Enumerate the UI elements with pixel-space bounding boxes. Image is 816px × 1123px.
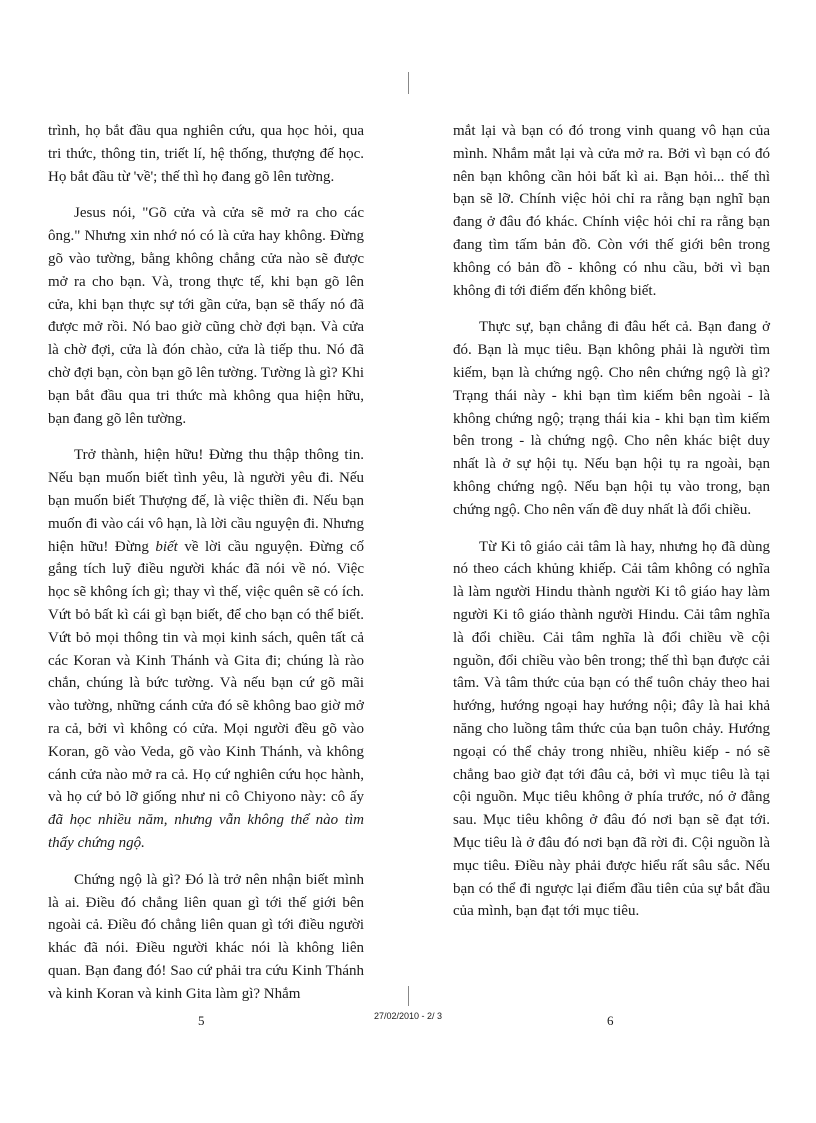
paragraph: Từ Ki tô giáo cải tâm là hay, nhưng họ đã dùng nó theo cách khủng khiếp. Cải tâm không có nghĩa là làm người Hindu thành người Ki tô giáo hay làm người Ki tô giáo thành người Hindu. Cải tâm nghĩa là đổi chiều. Cải tâm nghĩa là đổi chiều về cội nguồn, đổi chiều vào bên trong; thế thì bạn được cải tâm. Và tâm thức của bạn có thể tuôn chảy theo hai hướng, hướng ngoại hay hướng nội; đây là hai khả năng cho luồng tâm thức của bạn tuôn chảy. Hướng ngoại có thể chảy trong nhiều, nhiều kiếp - nó sẽ chẳng bao giờ đạt tới đâu cả, bởi vì mục tiêu là tại cội nguồn. Mục tiêu không ở phía trước, nó ở đằng sau. Mục tiêu không ở đâu đó nơi bạn sẽ đạt tới. Mục tiêu là ở đâu đó nơi bạn đã rời đi. Cội nguồn là mục tiêu. Điều này phải được hiểu rất sâu sắc. Nếu bạn có thể đi ngược lại điểm đầu tiên của sự bắt đầu của mình, bạn đạt tới mục tiêu. <box>453 538 770 920</box>
left-page-number: 5 <box>198 1013 205 1028</box>
top-center-divider <box>408 72 409 94</box>
right-page-number: 6 <box>607 1013 614 1028</box>
paragraph: Thực sự, bạn chẳng đi đâu hết cả. Bạn đang ở đó. Bạn là mục tiêu. Bạn không phải là người tìm kiếm, bạn là chứng ngộ. Cho nên chứng ngộ là gì? Trạng thái này - khi bạn tìm kiếm bên ngoài - là không chứng ngộ; trạng thái kia - khi bạn tìm kiếm bên trong - là chứng ngộ. Cho nên khác biệt duy nhất là ở sự hội tụ. Nếu bạn hội tụ ra ngoài, bạn không chứng ngộ. Nếu bạn hội tụ vào trong, bạn chứng ngộ. Cho nên vấn đề duy nhất là đổi chiều. <box>453 319 770 518</box>
paragraph: Chứng ngộ là gì? Đó là trở nên nhận biết mình là ai. Điều đó chẳng liên quan gì tới thế giới bên ngoài cả. Điều đó chẳng liên quan gì tới điều người khác đã nói. Điều người khác nói là không liên quan. Bạn đang đó! Sao cứ phải tra cứu Kinh Thánh và kinh Koran và kinh Gita làm gì? Nhắm <box>48 871 364 1002</box>
bottom-center-divider <box>408 986 409 1006</box>
right-page-column <box>453 120 770 937</box>
paragraph: Jesus nói, "Gõ cửa và cửa sẽ mở ra cho các ông." Nhưng xin nhớ nó có là cửa hay không. Đừng gõ vào tường, bằng không chẳng cửa nào sẽ được mở ra cho bạn. Và, trong thực tế, khi bạn gõ lên cửa, khi bạn thực sự tới gần cửa, bạn sẽ thấy nó đã được mở rồi. Nó bao giờ cũng chờ đợi bạn. Và cửa là chờ đợi, cửa là đón chào, cửa là tiếp thu. Nó đã chờ đợi bạn, còn bạn gõ lên tường. Tường là gì? Khi bạn bắt đầu qua tri thức mà không qua hiện hữu, bạn đang gõ lên tường. <box>48 205 364 427</box>
left-page-column <box>48 120 364 1019</box>
footer-date: 27/02/2010 - 2/ 3 <box>373 1011 443 1021</box>
paragraph: mắt lại và bạn có đó trong vinh quang vô hạn của mình. Nhắm mắt lại và cửa mở ra. Bởi vì bạn có đó nên bạn không cần hỏi bất kì ai. Bạn hỏi... thế thì bạn sẽ lỡ. Chính việc hỏi chỉ ra rằng bạn nghĩ bạn đang ở đâu đó khác. Chính việc hỏi chỉ ra rằng bạn đang tìm tấm bản đồ. Còn với thế giới bên trong không có bản đồ - không có nhu cầu, bởi vì bạn không đi tới điểm đến không biết. <box>453 123 770 299</box>
paragraph: trình, họ bắt đầu qua nghiên cứu, qua học hỏi, qua tri thức, thông tin, triết lí, hệ thống, thượng đế học. Họ bắt đầu từ 'về'; thế thì họ đang gõ lên tường. <box>48 123 364 185</box>
paragraph: Trở thành, hiện hữu! Đừng thu thập thông tin. Nếu bạn muốn biết tình yêu, là người yêu đi. Nếu bạn muốn biết Thượng đế, là việc thiền đi. Nếu bạn muốn đi vào cái vô hạn, là lời cầu nguyện đi. Nhưng hiện hữu! Đừng biết về lời cầu nguyện. Đừng cố gắng tích luỹ điều người khác đã nói về nó. Việc học sẽ không ích gì; thay vì thế, việc quên sẽ có ích. Vứt bỏ bất kì cái gì bạn biết, để cho bạn có thể biết. Vứt bỏ mọi thông tin và mọi kinh sách, quên tất cả các Koran và Kinh Thánh và Gita đi; chúng là rào chắn, chúng là bức tường. Và nếu bạn cứ gõ mãi vào tường, những cánh cửa đó sẽ không bao giờ mở ra cả, bởi vì không có cửa. Mọi người đều gõ vào Koran, gõ vào Veda, gõ vào Kinh Thánh, và không cánh cửa nào mở ra cả. Họ cứ nghiên cứu học hành, và họ cứ bỏ lỡ giống như ni cô Chiyono này: cô ấy đã học nhiều năm, nhưng vẫn không thể nào tìm thấy chứng ngộ. <box>48 447 364 851</box>
